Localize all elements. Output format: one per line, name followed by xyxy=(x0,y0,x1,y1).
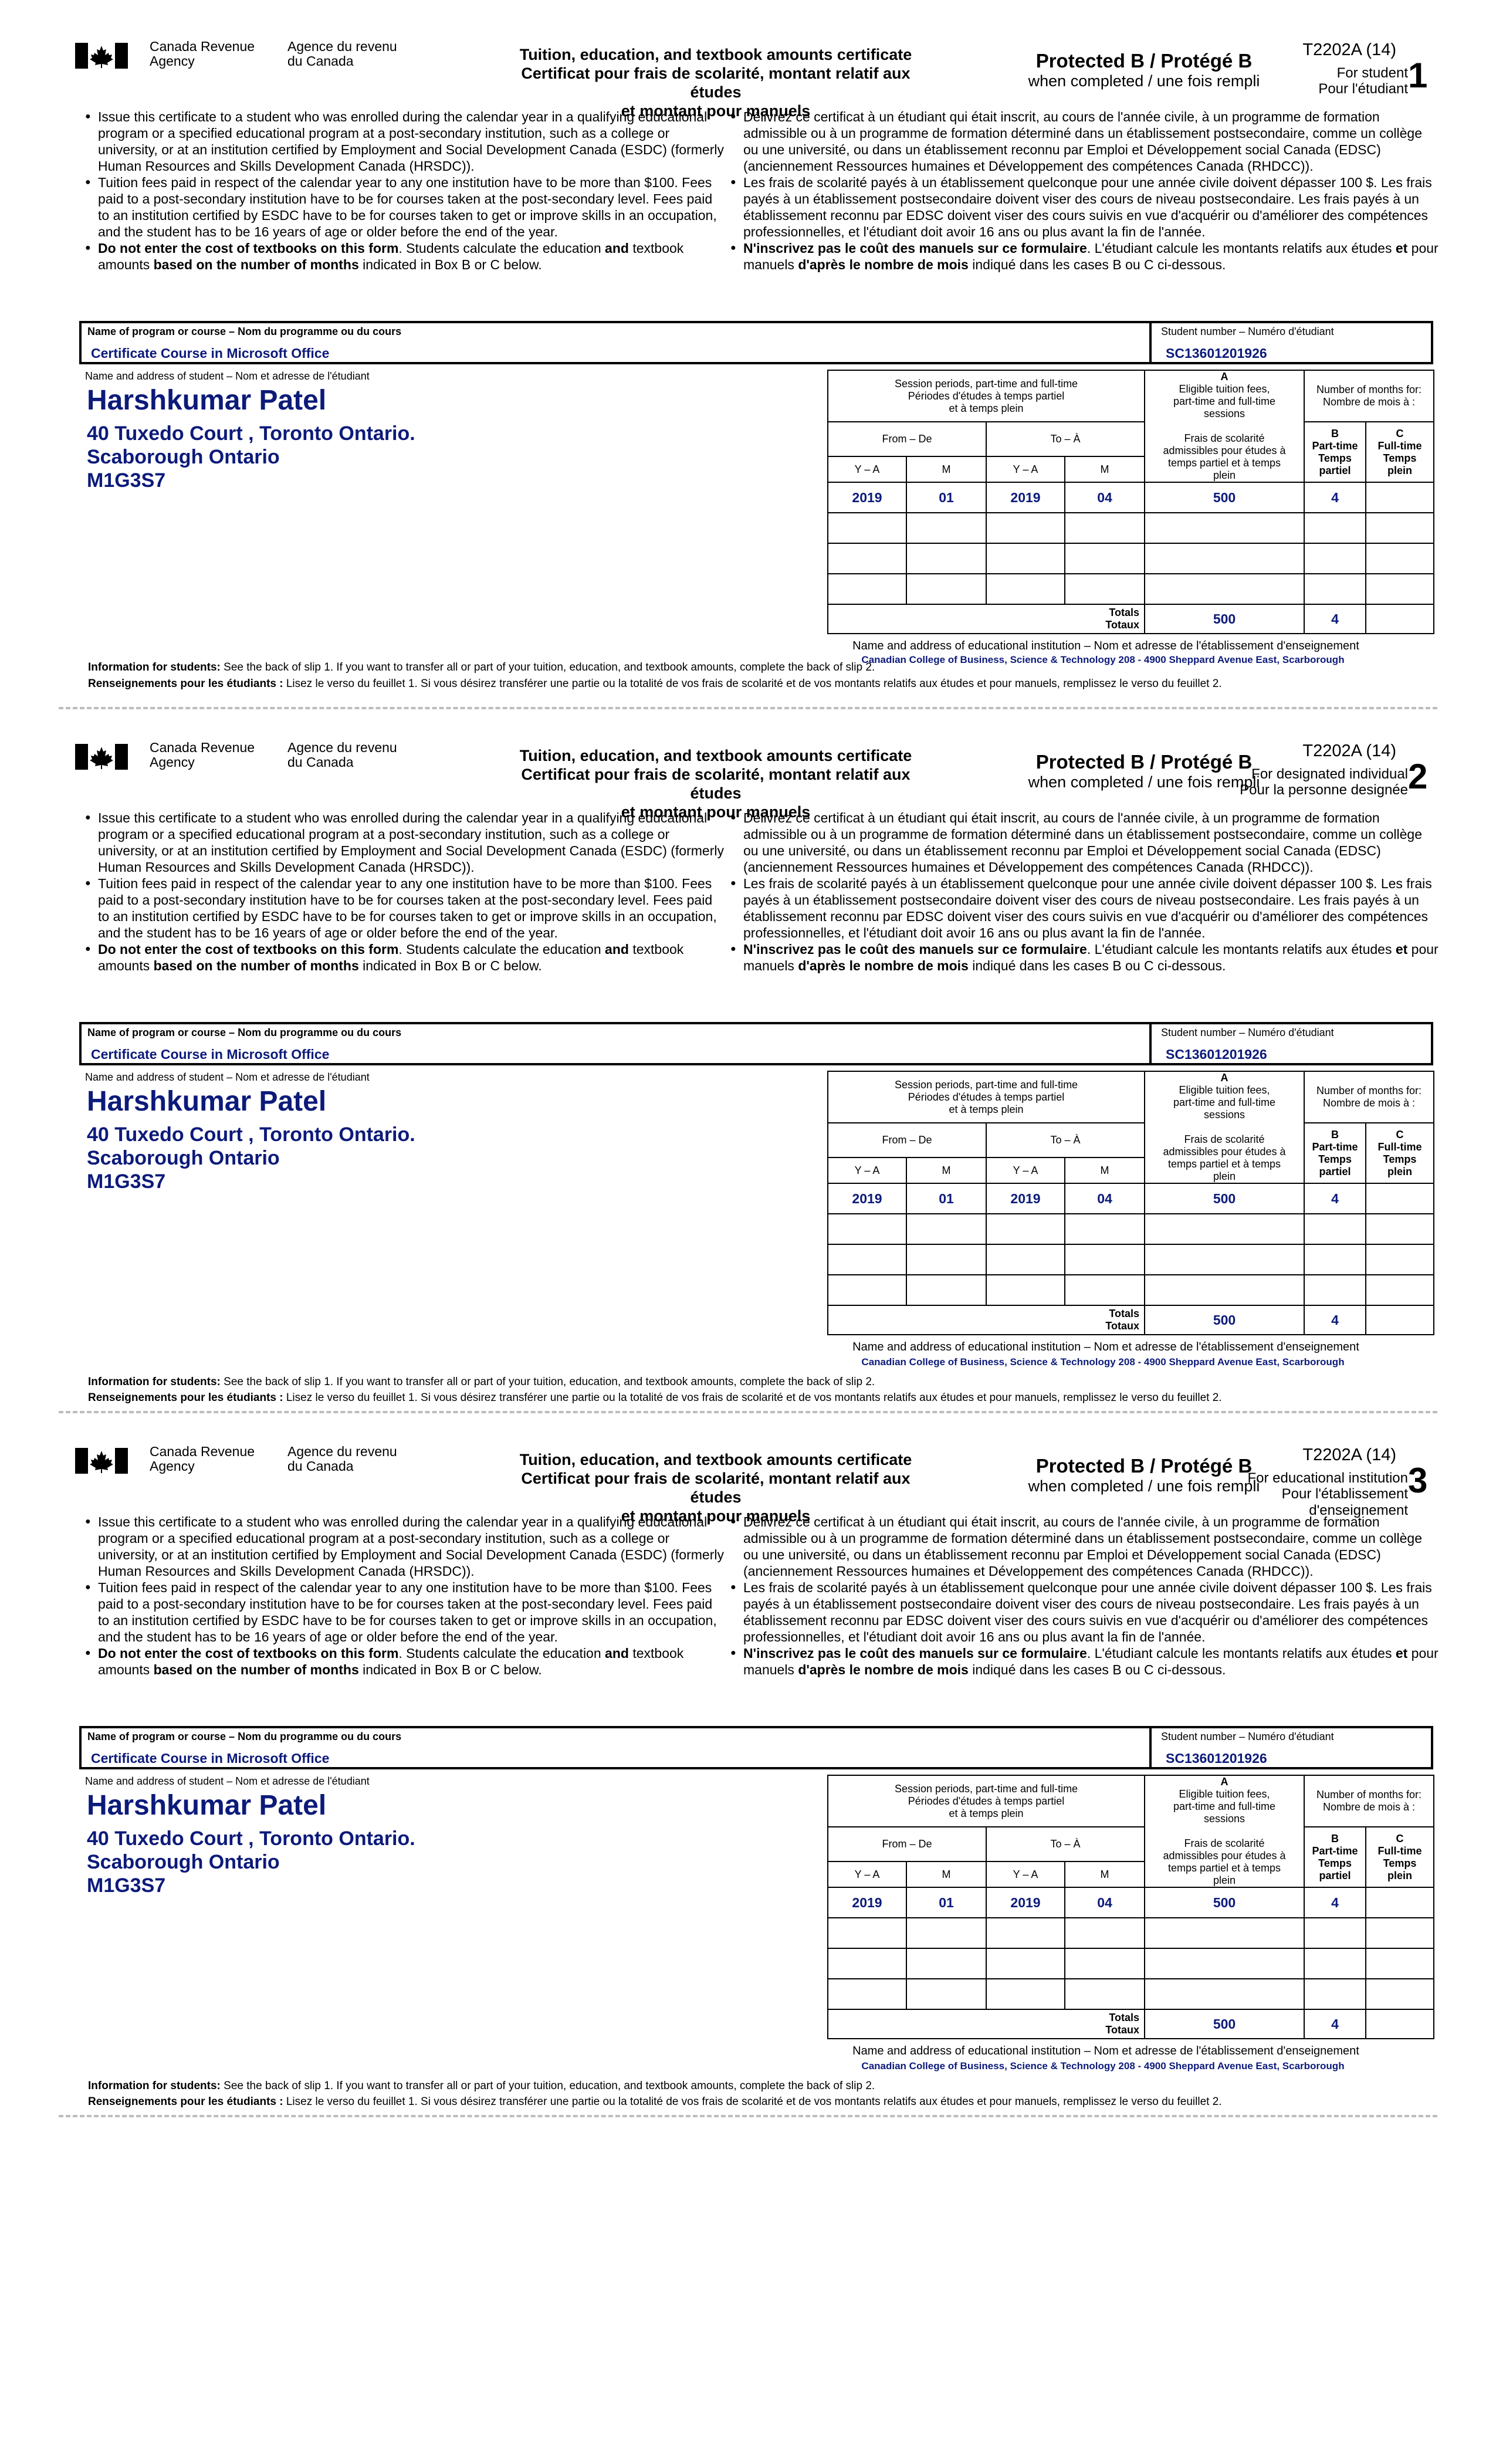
empty-cell[interactable] xyxy=(906,513,986,543)
copy-label-fr: Pour la personne designée xyxy=(1240,782,1408,798)
copy-label-fr: Pour l'établissement d'enseignement xyxy=(1281,1486,1408,1518)
box-a-header: A Eligible tuition fees, part-time and full-time sessions Frais de scolarité admissibles pour études à temps partiel et à temps plein xyxy=(1145,370,1304,482)
box-b-header: B Part-time Temps partiel xyxy=(1304,1827,1366,1887)
copy-number: 2 xyxy=(1408,757,1428,796)
empty-cell[interactable] xyxy=(1065,1275,1145,1305)
copy-label-en: For designated individual xyxy=(1251,766,1408,782)
empty-cell[interactable] xyxy=(906,1275,986,1305)
slip-copy-2 xyxy=(0,733,1496,1431)
program-divider xyxy=(1149,1728,1152,1767)
form-code: T2202A (14) xyxy=(1302,1446,1396,1464)
total-full-time-months-cell[interactable] xyxy=(1366,2009,1434,2039)
empty-cell[interactable] xyxy=(1145,1979,1304,2009)
cut-line xyxy=(59,707,1437,709)
empty-cell[interactable] xyxy=(1304,1918,1366,1948)
empty-cell[interactable] xyxy=(1065,543,1145,574)
empty-cell[interactable] xyxy=(986,1948,1065,1979)
empty-cell[interactable] xyxy=(828,1918,906,1948)
copy-label-fr: Pour l'étudiant xyxy=(1318,81,1408,97)
instruction-item: ● Issue this certificate to a student who was enrolled during the calendar year in a qualifying educational program or a specified educational program at a post-secondary institution, such as a college or university, or at an institution certified by Employment and Social Development Canada (ESDC) (formerly Human Resources and Skills Development Canada (HRSDC)). xyxy=(85,1514,725,1579)
instruction-item: ● Les frais de scolarité payés à un établissement quelconque pour une année civile doivent dépasser 100 $. Les frais payés à un établissement postsecondaire doivent viser des cours de niveau postsecondaire. Les frais payés à un établissement reconnu par EDSC doivent viser des cours suivis en vue d'acquérir ou d'améliorer des compétences professionnelles, et l'étudiant doit avoir 16 ans ou plus avant la fin de l'année. xyxy=(730,174,1440,240)
empty-cell[interactable] xyxy=(1145,574,1304,604)
student-address-line1[interactable]: 40 Tuxedo Court , Toronto Ontario. xyxy=(87,422,415,445)
session-table xyxy=(827,1071,1434,1335)
part-time-months-cell[interactable]: 4 xyxy=(1304,1183,1366,1214)
to-year-cell[interactable]: 2019 xyxy=(986,1887,1065,1918)
empty-cell[interactable] xyxy=(1366,1214,1434,1244)
months-header: Number of months for: Nombre de mois à : xyxy=(1304,1071,1434,1123)
instruction-item: ● Issue this certificate to a student who was enrolled during the calendar year in a qualifying educational program or a specified educational program at a post-secondary institution, such as a college or university, or at an institution certified by Employment and Social Development Canada (ESDC) (formerly Human Resources and Skills Development Canada (HRSDC)). xyxy=(85,810,725,875)
full-time-months-cell[interactable] xyxy=(1366,1183,1434,1214)
instruction-item: ● Tuition fees paid in respect of the calendar year to any one institution have to be more than $100. Fees paid to a post-secondary institution have to be for courses taken at the post-secondary level. Fees paid to an institution certified by ESDC have to be for courses taken to get or improve skills in an occupation, and the student has to be 16 years of age or older before the end of the year. xyxy=(85,174,725,240)
instruction-item: ● Do not enter the cost of textbooks on this form. Students calculate the education and textbook amounts based on the number of months indicated in Box B or C below. xyxy=(85,1645,725,1678)
program-value[interactable]: Certificate Course in Microsoft Office xyxy=(91,346,330,361)
empty-cell[interactable] xyxy=(828,1979,906,2009)
to-header: To – À xyxy=(986,1123,1145,1157)
student-postal-code[interactable]: M1G3S7 xyxy=(87,1874,166,1897)
instruction-item: ● Do not enter the cost of textbooks on this form. Students calculate the education and textbook amounts based on the number of months indicated in Box B or C below. xyxy=(85,941,725,974)
to-month-header: M xyxy=(1065,1861,1145,1887)
empty-cell[interactable] xyxy=(1065,1244,1145,1275)
empty-cell[interactable] xyxy=(1304,1948,1366,1979)
copy-number: 3 xyxy=(1408,1461,1428,1500)
empty-cell[interactable] xyxy=(1366,1918,1434,1948)
box-b-header: B Part-time Temps partiel xyxy=(1304,1123,1366,1183)
to-month-header: M xyxy=(1065,1157,1145,1183)
months-header: Number of months for: Nombre de mois à : xyxy=(1304,370,1434,422)
protected-heading: Protected B / Protégé B xyxy=(1035,50,1253,72)
empty-cell[interactable] xyxy=(1304,1244,1366,1275)
empty-cell[interactable] xyxy=(906,1948,986,1979)
agency-name-en: Canada Revenue Agency xyxy=(150,39,255,69)
instruction-item: ● N'inscrivez pas le coût des manuels sur ce formulaire. L'étudiant calcule les montants relatifs aux études et pour manuels d'après le nombre de mois indiqué dans les cases B ou C ci-dessous. xyxy=(730,240,1440,273)
box-a-header: A Eligible tuition fees, part-time and full-time sessions Frais de scolarité admissibles pour études à temps partiel et à temps plein xyxy=(1145,1775,1304,1887)
protected-heading: Protected B / Protégé B xyxy=(1035,751,1253,773)
session-table xyxy=(827,370,1434,634)
empty-cell[interactable] xyxy=(1145,543,1304,574)
info-students-fr: Renseignements pour les étudiants : Lisez le verso du feuillet 1. Si vous désirez transférer une partie ou la totalité de vos frais de scolarité et de vos montants relatifs aux études et pour manuels, remplissez le verso du feuillet 2. xyxy=(88,2096,1222,2108)
empty-cell[interactable] xyxy=(986,1979,1065,2009)
empty-cell[interactable] xyxy=(1145,1275,1304,1305)
empty-cell[interactable] xyxy=(1366,1979,1434,2009)
slip-copy-1 xyxy=(0,32,1496,730)
empty-cell[interactable] xyxy=(1366,1275,1434,1305)
empty-cell[interactable] xyxy=(1065,1214,1145,1244)
student-number-label: Student number – Numéro d'étudiant xyxy=(1161,326,1334,337)
form-title: Tuition, education, and textbook amounts certificate Certificat pour frais de scolarité, montant relatif aux études et montant pour manuels xyxy=(519,1451,912,1525)
empty-cell[interactable] xyxy=(1304,1214,1366,1244)
totals-label: Totals Totaux xyxy=(828,604,1145,634)
student-name-address-label: Name and address of student – Nom et adresse de l'étudiant xyxy=(85,1071,370,1083)
instruction-item: ● Do not enter the cost of textbooks on this form. Students calculate the education and textbook amounts based on the number of months indicated in Box B or C below. xyxy=(85,240,725,273)
institution-value[interactable]: Canadian College of Business, Science & Technology 208 - 4900 Sheppard Avenue East, Scarborough xyxy=(861,1356,1345,1368)
empty-cell[interactable] xyxy=(986,513,1065,543)
to-year-header: Y – A xyxy=(986,456,1065,482)
agency-name-en: Canada Revenue Agency xyxy=(150,740,255,770)
from-month-cell[interactable]: 01 xyxy=(906,1183,986,1214)
empty-cell[interactable] xyxy=(828,1214,906,1244)
student-postal-code[interactable]: M1G3S7 xyxy=(87,1170,166,1193)
program-label: Name of program or course – Nom du programme ou du cours xyxy=(87,1027,402,1038)
student-number-label: Student number – Numéro d'étudiant xyxy=(1161,1731,1334,1742)
from-year-cell[interactable]: 2019 xyxy=(828,1183,906,1214)
instructions-en xyxy=(85,1514,725,1678)
empty-cell[interactable] xyxy=(1145,1918,1304,1948)
instruction-item: ● N'inscrivez pas le coût des manuels sur ce formulaire. L'étudiant calcule les montants relatifs aux études et pour manuels d'après le nombre de mois indiqué dans les cases B ou C ci-dessous. xyxy=(730,941,1440,974)
empty-cell[interactable] xyxy=(1065,1918,1145,1948)
program-value[interactable]: Certificate Course in Microsoft Office xyxy=(91,1047,330,1062)
empty-cell[interactable] xyxy=(1145,1244,1304,1275)
empty-cell[interactable] xyxy=(906,543,986,574)
program-box xyxy=(79,1022,1433,1065)
form-title: Tuition, education, and textbook amounts certificate Certificat pour frais de scolarité, montant relatif aux études et montant pour manuels xyxy=(519,46,912,120)
empty-cell[interactable] xyxy=(1366,513,1434,543)
empty-cell[interactable] xyxy=(986,1918,1065,1948)
from-year-header: Y – A xyxy=(828,1157,906,1183)
total-fees-cell[interactable]: 500 xyxy=(1145,604,1304,634)
instructions-fr xyxy=(730,1514,1440,1678)
empty-cell[interactable] xyxy=(1304,513,1366,543)
empty-cell[interactable] xyxy=(1366,574,1434,604)
instruction-item: ● Tuition fees paid in respect of the calendar year to any one institution have to be more than $100. Fees paid to a post-secondary institution have to be for courses taken at the post-secondary level. Fees paid to an institution certified by ESDC have to be for courses taken to get or improve skills in an occupation, and the student has to be 16 years of age or older before the end of the year. xyxy=(85,875,725,941)
copy-label-en: For student xyxy=(1336,65,1408,81)
to-month-header: M xyxy=(1065,456,1145,482)
empty-cell[interactable] xyxy=(1065,513,1145,543)
empty-cell[interactable] xyxy=(986,1214,1065,1244)
empty-cell[interactable] xyxy=(828,513,906,543)
cut-line xyxy=(59,1411,1437,1413)
form-code: T2202A (14) xyxy=(1302,40,1396,59)
program-divider xyxy=(1149,1024,1152,1063)
institution-value[interactable]: Canadian College of Business, Science & Technology 208 - 4900 Sheppard Avenue East, Scarborough xyxy=(861,2060,1345,2072)
cut-line xyxy=(59,2115,1437,2117)
totals-label: Totals Totaux xyxy=(828,2009,1145,2039)
tuition-fees-cell[interactable]: 500 xyxy=(1145,482,1304,513)
instruction-item: ● Délivrez ce certificat à un étudiant qui était inscrit, au cours de l'année civile, à un programme de formation admissible ou à un programme de formation déterminé dans un établissement postsecondaire, comme un collège ou une université, ou dans un établissement reconnu par Emploi et Développement social Canada (EDSC) (anciennement Ressources humaines et Développement des compétences Canada (RHDCC)). xyxy=(730,810,1440,875)
total-fees-cell[interactable]: 500 xyxy=(1145,2009,1304,2039)
from-month-cell[interactable]: 01 xyxy=(906,482,986,513)
from-year-header: Y – A xyxy=(828,456,906,482)
total-full-time-months-cell[interactable] xyxy=(1366,1305,1434,1335)
total-part-time-months-cell[interactable]: 4 xyxy=(1304,2009,1366,2039)
protected-subtext: when completed / une fois rempli xyxy=(1028,773,1260,791)
instructions-fr xyxy=(730,109,1440,273)
empty-cell[interactable] xyxy=(986,574,1065,604)
instruction-item: ● Les frais de scolarité payés à un établissement quelconque pour une année civile doivent dépasser 100 $. Les frais payés à un établissement postsecondaire doivent viser des cours de niveau postsecondaire. Les frais payés à un établissement reconnu par EDSC doivent viser des cours suivis en vue d'acquérir ou d'améliorer des compétences professionnelles, et l'étudiant doit avoir 16 ans ou plus avant la fin de l'année. xyxy=(730,875,1440,941)
total-full-time-months-cell[interactable] xyxy=(1366,604,1434,634)
student-name[interactable]: Harshkumar Patel xyxy=(87,1790,327,1821)
to-header: To – À xyxy=(986,422,1145,456)
to-month-cell[interactable]: 04 xyxy=(1065,1887,1145,1918)
student-number-value[interactable]: SC13601201926 xyxy=(1166,1047,1267,1062)
tuition-fees-cell[interactable]: 500 xyxy=(1145,1887,1304,1918)
student-name[interactable]: Harshkumar Patel xyxy=(87,1086,327,1117)
empty-cell[interactable] xyxy=(1366,1948,1434,1979)
empty-cell[interactable] xyxy=(986,543,1065,574)
from-year-cell[interactable]: 2019 xyxy=(828,1887,906,1918)
from-header: From – De xyxy=(828,1123,986,1157)
instruction-item: ● Tuition fees paid in respect of the calendar year to any one institution have to be more than $100. Fees paid to a post-secondary institution have to be for courses taken at the post-secondary level. Fees paid to an institution certified by ESDC have to be for courses taken to get or improve skills in an occupation, and the student has to be 16 years of age or older before the end of the year. xyxy=(85,1579,725,1645)
empty-cell[interactable] xyxy=(1145,513,1304,543)
student-number-label: Student number – Numéro d'étudiant xyxy=(1161,1027,1334,1038)
from-header: From – De xyxy=(828,1827,986,1861)
empty-cell[interactable] xyxy=(828,543,906,574)
info-students-en: Information for students: See the back of slip 1. If you want to transfer all or part of your tuition, education, and textbook amounts, complete the back of slip 2. xyxy=(88,2080,875,2092)
part-time-months-cell[interactable]: 4 xyxy=(1304,1887,1366,1918)
to-year-cell[interactable]: 2019 xyxy=(986,482,1065,513)
instruction-item: ● Délivrez ce certificat à un étudiant qui était inscrit, au cours de l'année civile, à un programme de formation admissible ou à un programme de formation déterminé dans un établissement postsecondaire, comme un collège ou une université, ou dans un établissement reconnu par Emploi et Développement social Canada (EDSC) (anciennement Ressources humaines et Développement des compétences Canada (RHDCC)). xyxy=(730,109,1440,174)
session-periods-header: Session periods, part-time and full-time Périodes d'études à temps partiel et à temps plein xyxy=(828,1775,1145,1827)
empty-cell[interactable] xyxy=(1145,1948,1304,1979)
agency-name-fr: Agence du revenu du Canada xyxy=(287,1444,397,1474)
instruction-item: ● Délivrez ce certificat à un étudiant qui était inscrit, au cours de l'année civile, à un programme de formation admissible ou à un programme de formation déterminé dans un établissement postsecondaire, comme un collège ou une université, ou dans un établissement reconnu par Emploi et Développement social Canada (EDSC) (anciennement Ressources humaines et Développement des compétences Canada (RHDCC)). xyxy=(730,1514,1440,1579)
empty-cell[interactable] xyxy=(906,574,986,604)
empty-cell[interactable] xyxy=(986,1275,1065,1305)
canada-flag-icon xyxy=(75,744,128,770)
copy-number: 1 xyxy=(1408,56,1428,95)
empty-cell[interactable] xyxy=(828,1275,906,1305)
student-address-line1[interactable]: 40 Tuxedo Court , Toronto Ontario. xyxy=(87,1827,415,1850)
full-time-months-cell[interactable] xyxy=(1366,1887,1434,1918)
total-part-time-months-cell[interactable]: 4 xyxy=(1304,604,1366,634)
empty-cell[interactable] xyxy=(906,1244,986,1275)
info-students-en: Information for students: See the back of slip 1. If you want to transfer all or part of your tuition, education, and textbook amounts, complete the back of slip 2. xyxy=(88,661,875,673)
empty-cell[interactable] xyxy=(986,1244,1065,1275)
session-periods-header: Session periods, part-time and full-time Périodes d'études à temps partiel et à temps plein xyxy=(828,370,1145,422)
instruction-item: ● N'inscrivez pas le coût des manuels sur ce formulaire. L'étudiant calcule les montants relatifs aux études et pour manuels d'après le nombre de mois indiqué dans les cases B ou C ci-dessous. xyxy=(730,1645,1440,1678)
institution-label: Name and address of educational institution – Nom et adresse de l'établissement d'enseignement xyxy=(852,639,1359,652)
box-b-header: B Part-time Temps partiel xyxy=(1304,422,1366,482)
empty-cell[interactable] xyxy=(1065,574,1145,604)
program-divider xyxy=(1149,323,1152,362)
program-box xyxy=(79,321,1433,364)
session-table xyxy=(827,1775,1434,2039)
instructions-fr xyxy=(730,810,1440,974)
canada-flag-icon xyxy=(75,1448,128,1474)
empty-cell[interactable] xyxy=(1145,1214,1304,1244)
empty-cell[interactable] xyxy=(1366,1244,1434,1275)
total-fees-cell[interactable]: 500 xyxy=(1145,1305,1304,1335)
from-year-header: Y – A xyxy=(828,1861,906,1887)
to-year-header: Y – A xyxy=(986,1157,1065,1183)
months-header: Number of months for: Nombre de mois à : xyxy=(1304,1775,1434,1827)
institution-label: Name and address of educational institution – Nom et adresse de l'établissement d'enseignement xyxy=(852,2045,1359,2057)
empty-cell[interactable] xyxy=(1304,543,1366,574)
slip-copy-3 xyxy=(0,1437,1496,2135)
program-box xyxy=(79,1726,1433,1769)
totals-label: Totals Totaux xyxy=(828,1305,1145,1335)
empty-cell[interactable] xyxy=(906,1918,986,1948)
student-address-line2[interactable]: Scaborough Ontario xyxy=(87,1851,280,1873)
form-code: T2202A (14) xyxy=(1302,742,1396,760)
from-month-header: M xyxy=(906,456,986,482)
to-month-cell[interactable]: 04 xyxy=(1065,482,1145,513)
empty-cell[interactable] xyxy=(1304,1979,1366,2009)
instructions-en xyxy=(85,109,725,273)
to-year-cell[interactable]: 2019 xyxy=(986,1183,1065,1214)
part-time-months-cell[interactable]: 4 xyxy=(1304,482,1366,513)
student-address-line2[interactable]: Scaborough Ontario xyxy=(87,1147,280,1169)
program-label: Name of program or course – Nom du programme ou du cours xyxy=(87,1731,402,1742)
instruction-item: ● Issue this certificate to a student who was enrolled during the calendar year in a qualifying educational program or a specified educational program at a post-secondary institution, such as a college or university, or at an institution certified by Employment and Social Development Canada (ESDC) (formerly Human Resources and Skills Development Canada (HRSDC)). xyxy=(85,109,725,174)
program-value[interactable]: Certificate Course in Microsoft Office xyxy=(91,1751,330,1766)
info-students-fr: Renseignements pour les étudiants : Lisez le verso du feuillet 1. Si vous désirez transférer une partie ou la totalité de vos frais de scolarité et de vos montants relatifs aux études et pour manuels, remplissez le verso du feuillet 2. xyxy=(88,678,1222,690)
institution-value[interactable]: Canadian College of Business, Science & Technology 208 - 4900 Sheppard Avenue East, Scarborough xyxy=(861,654,1345,665)
empty-cell[interactable] xyxy=(828,574,906,604)
empty-cell[interactable] xyxy=(828,1948,906,1979)
form-title: Tuition, education, and textbook amounts certificate Certificat pour frais de scolarité, montant relatif aux études et montant pour manuels xyxy=(519,747,912,821)
protected-subtext: when completed / une fois rempli xyxy=(1028,72,1260,90)
student-name-address-label: Name and address of student – Nom et adresse de l'étudiant xyxy=(85,370,370,382)
protected-heading: Protected B / Protégé B xyxy=(1035,1455,1253,1477)
session-periods-header: Session periods, part-time and full-time Périodes d'études à temps partiel et à temps plein xyxy=(828,1071,1145,1123)
empty-cell[interactable] xyxy=(1065,1979,1145,2009)
empty-cell[interactable] xyxy=(1304,1275,1366,1305)
student-address-line2[interactable]: Scaborough Ontario xyxy=(87,446,280,468)
empty-cell[interactable] xyxy=(1065,1948,1145,1979)
instruction-item: ● Les frais de scolarité payés à un établissement quelconque pour une année civile doivent dépasser 100 $. Les frais payés à un établissement postsecondaire doivent viser des cours de niveau postsecondaire. Les frais payés à un établissement reconnu par EDSC doivent viser des cours suivis en vue d'acquérir ou d'améliorer des compétences professionnelles, et l'étudiant doit avoir 16 ans ou plus avant la fin de l'année. xyxy=(730,1579,1440,1645)
agency-name-en: Canada Revenue Agency xyxy=(150,1444,255,1474)
to-header: To – À xyxy=(986,1827,1145,1861)
box-c-header: C Full-time Temps plein xyxy=(1366,422,1434,482)
student-address-line1[interactable]: 40 Tuxedo Court , Toronto Ontario. xyxy=(87,1123,415,1146)
student-name[interactable]: Harshkumar Patel xyxy=(87,385,327,416)
protected-subtext: when completed / une fois rempli xyxy=(1028,1477,1260,1495)
instructions-en xyxy=(85,810,725,974)
box-c-header: C Full-time Temps plein xyxy=(1366,1123,1434,1183)
agency-name-fr: Agence du revenu du Canada xyxy=(287,740,397,770)
from-header: From – De xyxy=(828,422,986,456)
box-a-header: A Eligible tuition fees, part-time and full-time sessions Frais de scolarité admissibles pour études à temps partiel et à temps plein xyxy=(1145,1071,1304,1183)
full-time-months-cell[interactable] xyxy=(1366,482,1434,513)
from-month-header: M xyxy=(906,1157,986,1183)
empty-cell[interactable] xyxy=(1366,543,1434,574)
student-name-address-label: Name and address of student – Nom et adresse de l'étudiant xyxy=(85,1775,370,1787)
box-c-header: C Full-time Temps plein xyxy=(1366,1827,1434,1887)
total-part-time-months-cell[interactable]: 4 xyxy=(1304,1305,1366,1335)
program-label: Name of program or course – Nom du programme ou du cours xyxy=(87,326,402,337)
student-postal-code[interactable]: M1G3S7 xyxy=(87,469,166,492)
empty-cell[interactable] xyxy=(906,1979,986,2009)
from-month-cell[interactable]: 01 xyxy=(906,1887,986,1918)
from-month-header: M xyxy=(906,1861,986,1887)
empty-cell[interactable] xyxy=(828,1244,906,1275)
to-month-cell[interactable]: 04 xyxy=(1065,1183,1145,1214)
from-year-cell[interactable]: 2019 xyxy=(828,482,906,513)
to-year-header: Y – A xyxy=(986,1861,1065,1887)
empty-cell[interactable] xyxy=(1304,574,1366,604)
institution-label: Name and address of educational institution – Nom et adresse de l'établissement d'enseignement xyxy=(852,1341,1359,1353)
copy-label-en: For educational institution xyxy=(1247,1470,1408,1486)
info-students-fr: Renseignements pour les étudiants : Lisez le verso du feuillet 1. Si vous désirez transférer une partie ou la totalité de vos frais de scolarité et de vos montants relatifs aux études et pour manuels, remplissez le verso du feuillet 2. xyxy=(88,1392,1222,1404)
canada-flag-icon xyxy=(75,43,128,69)
empty-cell[interactable] xyxy=(906,1214,986,1244)
student-number-value[interactable]: SC13601201926 xyxy=(1166,1751,1267,1766)
info-students-en: Information for students: See the back of slip 1. If you want to transfer all or part of your tuition, education, and textbook amounts, complete the back of slip 2. xyxy=(88,1376,875,1388)
agency-name-fr: Agence du revenu du Canada xyxy=(287,39,397,69)
student-number-value[interactable]: SC13601201926 xyxy=(1166,346,1267,361)
tuition-fees-cell[interactable]: 500 xyxy=(1145,1183,1304,1214)
